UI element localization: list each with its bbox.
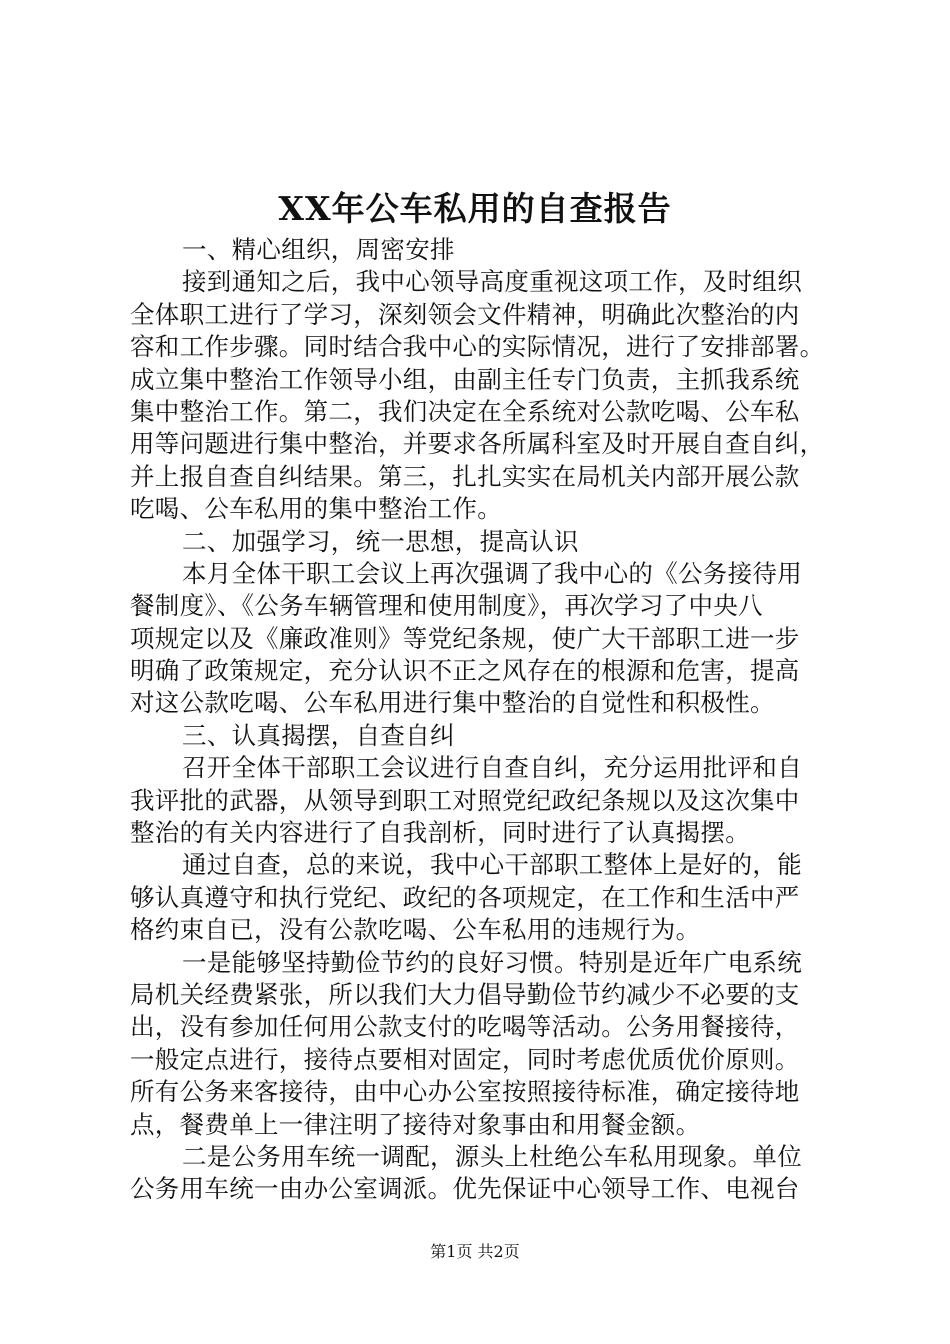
text-line: 集中整治工作。第二，我们决定在全系统对公款吃喝、公车私 bbox=[130, 396, 800, 426]
text-line: 一般定点进行，接待点要相对固定，同时考虑优质优价原则。 bbox=[130, 1044, 800, 1074]
text-line: 本月全体干职工会议上再次强调了我中心的《公务接待用 bbox=[182, 558, 802, 588]
text-line: 接到通知之后，我中心领导高度重视这项工作，及时组织 bbox=[182, 267, 802, 297]
text-line: 局机关经费紧张，所以我们大力倡导勤俭节约减少不必要的支 bbox=[130, 979, 800, 1009]
text-line: 出，没有参加任何用公款支付的吃喝等活动。公务用餐接待， bbox=[130, 1012, 800, 1042]
text-line: 并上报自查自纠结果。第三，扎扎实实在局机关内部开展公款 bbox=[130, 461, 800, 491]
text-line: 吃喝、公车私用的集中整治工作。 bbox=[130, 494, 502, 524]
text-line: 用等问题进行集中整治，并要求各所属科室及时开展自查自纠， bbox=[130, 429, 825, 459]
text-line: 项规定以及《廉政准则》等党纪条规，使广大干部职工进一步 bbox=[130, 623, 800, 653]
text-line: 整治的有关内容进行了自我剖析，同时进行了认真揭摆。 bbox=[130, 818, 750, 848]
text-line: 二是公务用车统一调配，源头上杜绝公车私用现象。单位 bbox=[182, 1141, 802, 1171]
text-line: 一是能够坚持勤俭节约的良好习惯。特别是近年广电系统 bbox=[182, 947, 802, 977]
text-line: 全体职工进行了学习，深刻领会文件精神，明确此次整治的内 bbox=[130, 299, 800, 329]
text-line: 容和工作步骤。同时结合我中心的实际情况，进行了安排部署。 bbox=[130, 332, 825, 362]
text-line: 我评批的武器，从领导到职工对照党纪政纪条规以及这次集中 bbox=[130, 785, 800, 815]
text-line: 三、认真揭摆，自查自纠 bbox=[182, 720, 455, 750]
text-line: 成立集中整治工作领导小组，由副主任专门负责，主抓我系统 bbox=[130, 364, 800, 394]
text-line: 够认真遵守和执行党纪、政纪的各项规定，在工作和生活中严 bbox=[130, 882, 800, 912]
text-line: 点，餐费单上一律注明了接待对象事由和用餐金额。 bbox=[130, 1109, 701, 1139]
text-line: 格约束自已，没有公款吃喝、公车私用的违规行为。 bbox=[130, 915, 701, 945]
text-line: 明确了政策规定，充分认识不正之风存在的根源和危害，提高 bbox=[130, 656, 800, 686]
text-line: 通过自查，总的来说，我中心干部职工整体上是好的，能 bbox=[182, 850, 802, 880]
text-line: 一、精心组织，周密安排 bbox=[182, 235, 455, 264]
text-line: 所有公务来客接待，由中心办公室按照接待标准，确定接待地 bbox=[130, 1077, 800, 1107]
text-line: 餐制度》、《公务车辆管理和使用制度》，再次学习了中央八 bbox=[130, 591, 763, 621]
text-line: 召开全体干部职工会议进行自查自纠，充分运用批评和自 bbox=[182, 753, 802, 783]
document-body bbox=[130, 234, 830, 1206]
page-footer: 第1页 共2页 bbox=[430, 1242, 520, 1261]
text-line: 二、加强学习，统一思想，提高认识 bbox=[182, 526, 579, 556]
document-title: XX年公车私用的自查报告 bbox=[278, 189, 672, 228]
text-line: 对这公款吃喝、公车私用进行集中整治的自觉性和积极性。 bbox=[130, 688, 775, 718]
text-line: 公务用车统一由办公室调派。优先保证中心领导工作、电视台 bbox=[130, 1174, 800, 1204]
